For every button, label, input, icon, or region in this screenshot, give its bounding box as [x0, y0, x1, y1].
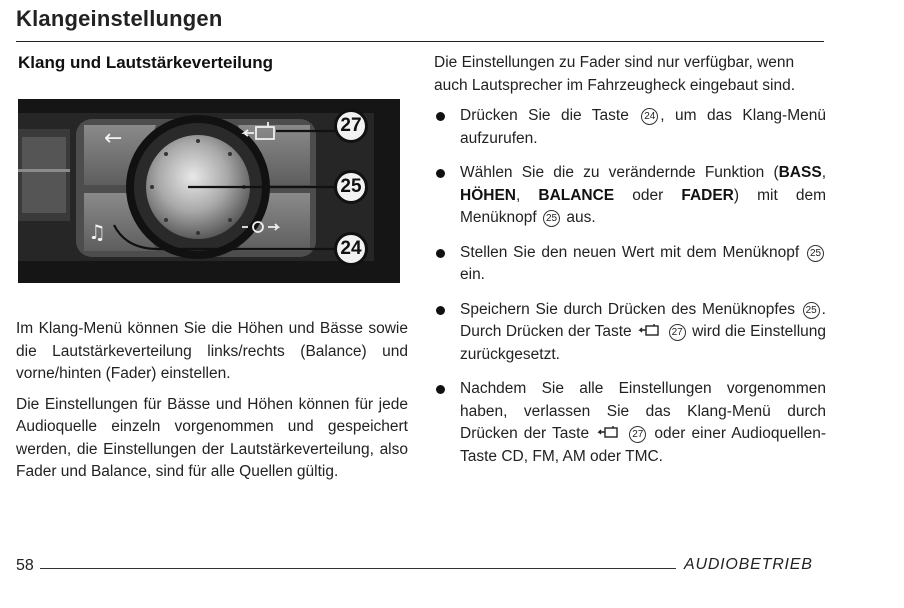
ref-25: 25 [807, 245, 824, 262]
paragraph-einstellungen: Die Einstellungen für Bässe und Höhen können für jede Audioquelle einzeln vorgenommen und gespeichert werden, die Einstellungen der Lautstärkeverteilung, also Fader und Balance, sind für alle Quellen gültig. [16, 395, 408, 480]
paragraph-klang-menu: Im Klang-Menü können Sie die Höhen und Bässe sowie die Lautstärkeverteilung links/rechts (Balance) und vorne/hinten (Fader) einstellen. [16, 320, 408, 382]
bullet-icon [436, 306, 445, 315]
title-rule [16, 41, 824, 42]
back-arrow-icon: ← [104, 126, 123, 151]
footer-rule [40, 568, 676, 569]
list-item: Nachdem Sie alle Einstellungen vorgenommen haben, verlassen Sie das Klang-Menü durch Drücken der Taste 27 oder einer Audioquellen-Taste CD, FM, AM oder TMC. [434, 378, 826, 468]
bullet-icon [436, 249, 445, 258]
footer-section-title: AUDIOBETRIEB [684, 556, 813, 573]
page-title: Klangeinstellungen [16, 6, 223, 31]
list-item: Wählen Sie die zu verändernde Funktion (BASS, HÖHEN, BALANCE oder FADER) mit dem Menüknopf 25 aus. [434, 162, 826, 230]
callout-24: 24 [334, 232, 368, 266]
bullet-icon [436, 385, 445, 394]
music-note-icon: ♫ [88, 220, 106, 244]
list-item: Drücken Sie die Taste 24 , um das Klang-Menü aufzurufen. [434, 105, 826, 150]
radio-panel-photo [18, 99, 400, 283]
ref-24: 24 [641, 108, 658, 125]
list-item: Speichern Sie durch Drücken des Menüknopfes 25 . Durch Drücken der Taste 27 wird die Einstellung zurückgesetzt. [434, 299, 826, 367]
ref-27: 27 [669, 324, 686, 341]
callout-27: 27 [334, 109, 368, 143]
reset-key-icon [597, 425, 619, 439]
left-column [16, 318, 408, 492]
bullet-icon [436, 112, 445, 121]
list-item: Stellen Sie den neuen Wert mit dem Menüknopf 25 ein. [434, 242, 826, 287]
instruction-list [434, 105, 826, 468]
bullet-icon [436, 169, 445, 178]
section-heading: Klang und Lautstärkeverteilung [18, 53, 274, 72]
ref-27: 27 [629, 426, 646, 443]
ref-25: 25 [543, 210, 560, 227]
ref-25: 25 [803, 302, 820, 319]
paragraph-fader-hinweis: Die Einstellungen zu Fader sind nur verfügbar, wenn auch Lautsprecher im Fahrzeugheck eingebaut sind. [434, 54, 796, 94]
callout-25: 25 [334, 170, 368, 204]
page-number: 58 [16, 557, 34, 574]
reset-key-icon [638, 323, 660, 337]
right-column [434, 52, 826, 480]
